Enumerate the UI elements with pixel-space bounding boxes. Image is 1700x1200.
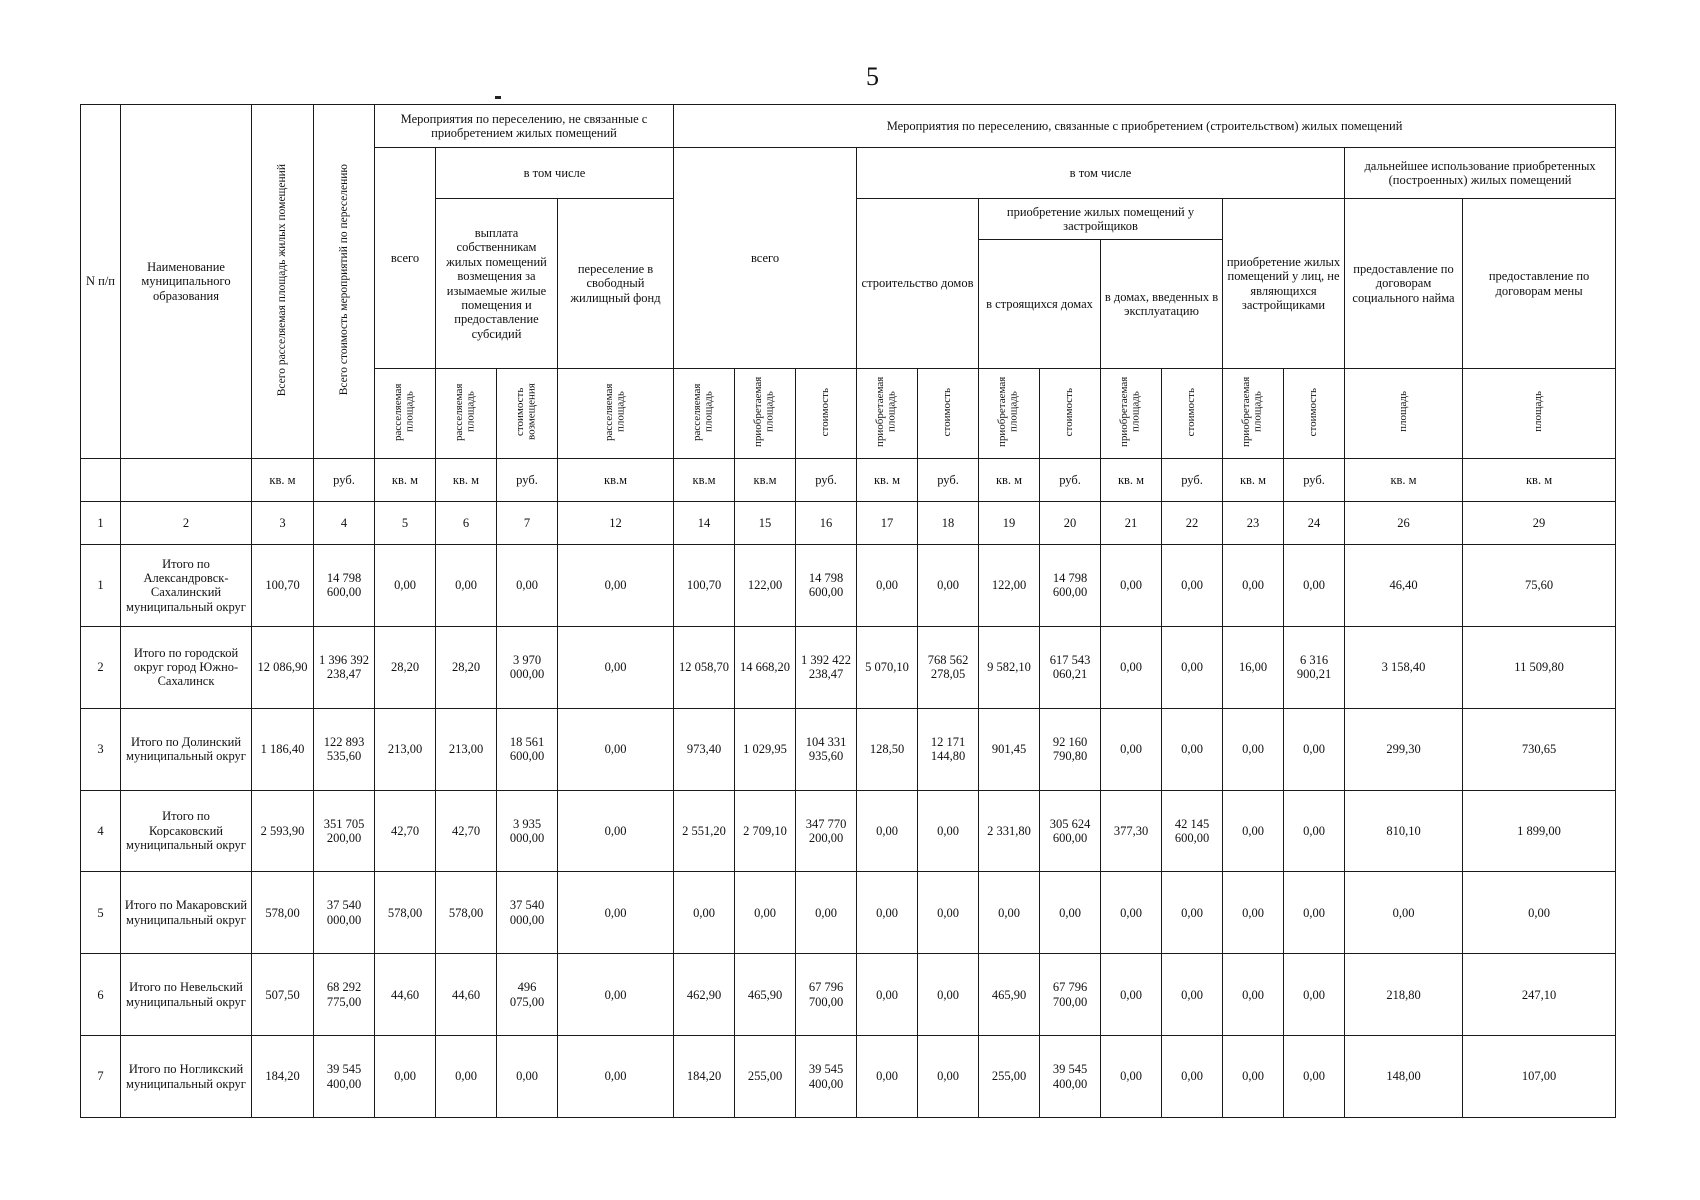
value-cell: 12 058,70 — [674, 626, 735, 708]
unit-cell: руб. — [918, 459, 979, 502]
value-cell: 0,00 — [1223, 954, 1284, 1036]
column-numbers-row — [81, 501, 1616, 544]
value-cell: 100,70 — [674, 544, 735, 626]
value-cell: 0,00 — [1284, 544, 1345, 626]
value-cell: 75,60 — [1463, 544, 1616, 626]
value-cell: 0,00 — [857, 544, 918, 626]
municipality-name: Итого по Долинский муниципальный округ — [121, 708, 252, 790]
column-number: 17 — [857, 501, 918, 544]
header-vsego-2: всего — [674, 147, 857, 368]
value-cell: 39 545 400,00 — [1040, 1036, 1101, 1118]
sub-c24 — [1284, 368, 1345, 458]
value-cell: 578,00 — [375, 872, 436, 954]
sub-c5 — [375, 368, 436, 458]
value-cell: 1 029,95 — [735, 708, 796, 790]
unit-cell: руб. — [1284, 459, 1345, 502]
value-cell: 0,00 — [1162, 872, 1223, 954]
table-row — [81, 708, 1616, 790]
value-cell: 901,45 — [979, 708, 1040, 790]
value-cell: 255,00 — [979, 1036, 1040, 1118]
units-row — [81, 459, 1616, 502]
value-cell: 810,10 — [1345, 790, 1463, 872]
value-cell: 0,00 — [796, 872, 857, 954]
column-number: 23 — [1223, 501, 1284, 544]
sub-c17-text: приобретаемая площадь — [874, 376, 899, 447]
unit-cell: руб. — [1040, 459, 1101, 502]
value-cell: 14 798 600,00 — [796, 544, 857, 626]
column-number: 5 — [375, 501, 436, 544]
table-row — [81, 1036, 1616, 1118]
column-number: 21 — [1101, 501, 1162, 544]
value-cell: 12 086,90 — [252, 626, 314, 708]
value-cell: 0,00 — [918, 1036, 979, 1118]
header-acquisition-group: Мероприятия по переселению, связанные с приобретением (строительством) жилых помещений — [674, 105, 1616, 148]
unit-cell: руб. — [497, 459, 558, 502]
value-cell: 39 545 400,00 — [796, 1036, 857, 1118]
value-cell: 0,00 — [918, 544, 979, 626]
header-total-cost — [314, 105, 375, 459]
sub-c12 — [558, 368, 674, 458]
value-cell: 68 292 775,00 — [314, 954, 375, 1036]
unit-cell: кв. м — [1345, 459, 1463, 502]
header-free-fund: переселение в свободный жилищный фонд — [558, 199, 674, 369]
sub-c15 — [735, 368, 796, 458]
sub-c14 — [674, 368, 735, 458]
sub-c7 — [497, 368, 558, 458]
value-cell: 122,00 — [979, 544, 1040, 626]
column-number: 1 — [81, 501, 121, 544]
value-cell: 0,00 — [1284, 1036, 1345, 1118]
sub-c19-text: приобретаемая площадь — [996, 376, 1021, 447]
value-cell: 0,00 — [1101, 1036, 1162, 1118]
municipality-name: Итого по городской округ город Южно-Сахалинск — [121, 626, 252, 708]
column-number: 16 — [796, 501, 857, 544]
value-cell: 3 935 000,00 — [497, 790, 558, 872]
header-from-developers: приобретение жилых помещений у застройщиков — [979, 199, 1223, 240]
value-cell: 0,00 — [1101, 872, 1162, 954]
sub-c23-text: приобретаемая площадь — [1240, 376, 1265, 447]
column-number: 6 — [436, 501, 497, 544]
value-cell: 0,00 — [1162, 544, 1223, 626]
value-cell: 0,00 — [436, 544, 497, 626]
column-number: 19 — [979, 501, 1040, 544]
unit-cell: кв. м — [857, 459, 918, 502]
value-cell: 122 893 535,60 — [314, 708, 375, 790]
row-number: 3 — [81, 708, 121, 790]
sub-c17 — [857, 368, 918, 458]
sub-c18-text: стоимость — [941, 387, 954, 436]
row-number: 6 — [81, 954, 121, 1036]
value-cell: 2 593,90 — [252, 790, 314, 872]
value-cell: 351 705 200,00 — [314, 790, 375, 872]
value-cell: 1 396 392 238,47 — [314, 626, 375, 708]
value-cell: 42,70 — [375, 790, 436, 872]
sub-c23 — [1223, 368, 1284, 458]
value-cell: 465,90 — [735, 954, 796, 1036]
header-total-area — [252, 105, 314, 459]
sub-c26-text: площадь — [1396, 391, 1409, 433]
value-cell: 0,00 — [918, 872, 979, 954]
value-cell: 0,00 — [558, 626, 674, 708]
value-cell: 39 545 400,00 — [314, 1036, 375, 1118]
unit-cell: кв. м — [1101, 459, 1162, 502]
table-row — [81, 790, 1616, 872]
sub-c12-text: расселяемая площадь — [602, 383, 627, 441]
value-cell: 6 316 900,21 — [1284, 626, 1345, 708]
sub-c16-text: стоимость — [819, 387, 832, 436]
sub-c6 — [436, 368, 497, 458]
value-cell: 2 709,10 — [735, 790, 796, 872]
value-cell: 0,00 — [1223, 708, 1284, 790]
value-cell: 0,00 — [857, 1036, 918, 1118]
value-cell: 299,30 — [1345, 708, 1463, 790]
value-cell: 1 392 422 238,47 — [796, 626, 857, 708]
unit-cell: руб. — [314, 459, 375, 502]
resettlement-table — [80, 104, 1616, 1118]
column-number: 3 — [252, 501, 314, 544]
sub-c6-text: расселяемая площадь — [453, 383, 477, 441]
sub-c7-text: стоимость возмещения — [514, 383, 538, 441]
value-cell: 107,00 — [1463, 1036, 1616, 1118]
value-cell: 42 145 600,00 — [1162, 790, 1223, 872]
value-cell: 730,65 — [1463, 708, 1616, 790]
sub-c19 — [979, 368, 1040, 458]
value-cell: 0,00 — [558, 790, 674, 872]
header-incl-1: в том числе — [436, 147, 674, 198]
value-cell: 1 899,00 — [1463, 790, 1616, 872]
value-cell: 16,00 — [1223, 626, 1284, 708]
value-cell: 14 798 600,00 — [314, 544, 375, 626]
header-non-developers: приобретение жилых помещений у лиц, не являющихся застройщиками — [1223, 199, 1345, 369]
row-number: 7 — [81, 1036, 121, 1118]
value-cell: 18 561 600,00 — [497, 708, 558, 790]
header-incl-2: в том числе — [857, 147, 1345, 198]
value-cell: 255,00 — [735, 1036, 796, 1118]
value-cell: 67 796 700,00 — [1040, 954, 1101, 1036]
sub-c20 — [1040, 368, 1101, 458]
value-cell: 0,00 — [918, 954, 979, 1036]
value-cell: 465,90 — [979, 954, 1040, 1036]
unit-cell: руб. — [1162, 459, 1223, 502]
value-cell: 0,00 — [918, 790, 979, 872]
unit-cell: кв.м — [558, 459, 674, 502]
sub-c18 — [918, 368, 979, 458]
value-cell: 0,00 — [1040, 872, 1101, 954]
value-cell: 213,00 — [375, 708, 436, 790]
column-number: 15 — [735, 501, 796, 544]
value-cell: 0,00 — [1284, 954, 1345, 1036]
units-blank — [121, 459, 252, 502]
table-row — [81, 954, 1616, 1036]
value-cell: 148,00 — [1345, 1036, 1463, 1118]
municipality-name: Итого по Ногликский муниципальный округ — [121, 1036, 252, 1118]
value-cell: 14 668,20 — [735, 626, 796, 708]
header-total-cost-text: Всего стоимость мероприятий по переселению — [337, 164, 350, 396]
value-cell: 305 624 600,00 — [1040, 790, 1101, 872]
sub-c21-text: приобретаемая площадь — [1118, 376, 1143, 447]
column-number: 24 — [1284, 501, 1345, 544]
value-cell: 11 509,80 — [1463, 626, 1616, 708]
value-cell: 0,00 — [1223, 872, 1284, 954]
value-cell: 128,50 — [857, 708, 918, 790]
value-cell: 46,40 — [1345, 544, 1463, 626]
sub-c22 — [1162, 368, 1223, 458]
value-cell: 184,20 — [674, 1036, 735, 1118]
unit-cell: руб. — [796, 459, 857, 502]
value-cell: 768 562 278,05 — [918, 626, 979, 708]
header-exchange: предоставление по договорам мены — [1463, 199, 1616, 369]
value-cell: 0,00 — [436, 1036, 497, 1118]
value-cell: 44,60 — [375, 954, 436, 1036]
value-cell: 0,00 — [558, 544, 674, 626]
page-number: 5 — [866, 62, 879, 91]
header-total-area-text: Всего расселяемая площадь жилых помещений — [276, 163, 289, 396]
table-row — [81, 544, 1616, 626]
value-cell: 0,00 — [375, 544, 436, 626]
value-cell: 0,00 — [1162, 708, 1223, 790]
value-cell: 0,00 — [1284, 872, 1345, 954]
sub-c20-text: стоимость — [1063, 387, 1076, 436]
row-number: 1 — [81, 544, 121, 626]
header-not-acquisition-group: Мероприятия по переселению, не связанные с приобретением жилых помещений — [375, 105, 674, 148]
value-cell: 0,00 — [497, 1036, 558, 1118]
value-cell: 0,00 — [1284, 708, 1345, 790]
sub-c21 — [1101, 368, 1162, 458]
value-cell: 0,00 — [1162, 954, 1223, 1036]
sub-c29-text: площадь — [1532, 391, 1545, 433]
unit-cell: кв. м — [1463, 459, 1616, 502]
value-cell: 42,70 — [436, 790, 497, 872]
value-cell: 28,20 — [436, 626, 497, 708]
column-number: 22 — [1162, 501, 1223, 544]
value-cell: 3 158,40 — [1345, 626, 1463, 708]
value-cell: 496 075,00 — [497, 954, 558, 1036]
column-number: 26 — [1345, 501, 1463, 544]
value-cell: 0,00 — [735, 872, 796, 954]
value-cell: 0,00 — [1162, 626, 1223, 708]
value-cell: 347 770 200,00 — [796, 790, 857, 872]
value-cell: 0,00 — [979, 872, 1040, 954]
value-cell: 213,00 — [436, 708, 497, 790]
municipality-name: Итого по Александровск-Сахалинский муниципальный округ — [121, 544, 252, 626]
value-cell: 0,00 — [1162, 1036, 1223, 1118]
value-cell: 247,10 — [1463, 954, 1616, 1036]
value-cell: 2 551,20 — [674, 790, 735, 872]
value-cell: 28,20 — [375, 626, 436, 708]
header-n-pp: N п/п — [81, 105, 121, 459]
value-cell: 9 582,10 — [979, 626, 1040, 708]
value-cell: 0,00 — [1345, 872, 1463, 954]
value-cell: 0,00 — [1101, 626, 1162, 708]
value-cell: 0,00 — [375, 1036, 436, 1118]
row-number: 4 — [81, 790, 121, 872]
value-cell: 2 331,80 — [979, 790, 1040, 872]
header-social: предоставление по договорам социального найма — [1345, 199, 1463, 369]
value-cell: 0,00 — [558, 954, 674, 1036]
value-cell: 0,00 — [558, 708, 674, 790]
sub-c16 — [796, 368, 857, 458]
units-blank — [81, 459, 121, 502]
sub-c24-text: стоимость — [1307, 387, 1320, 436]
header-under-construction: в строящихся домах — [979, 240, 1101, 369]
table-row — [81, 872, 1616, 954]
unit-cell: кв. м — [979, 459, 1040, 502]
municipality-name: Итого по Невельский муниципальный округ — [121, 954, 252, 1036]
value-cell: 0,00 — [1101, 544, 1162, 626]
sub-c29 — [1463, 368, 1616, 458]
value-cell: 14 798 600,00 — [1040, 544, 1101, 626]
value-cell: 37 540 000,00 — [497, 872, 558, 954]
header-further-use: дальнейшее использование приобретенных (построенных) жилых помещений — [1345, 147, 1616, 198]
column-number: 4 — [314, 501, 375, 544]
value-cell: 92 160 790,80 — [1040, 708, 1101, 790]
unit-cell: кв. м — [1223, 459, 1284, 502]
value-cell: 184,20 — [252, 1036, 314, 1118]
value-cell: 218,80 — [1345, 954, 1463, 1036]
value-cell: 507,50 — [252, 954, 314, 1036]
unit-cell: кв.м — [735, 459, 796, 502]
column-number: 14 — [674, 501, 735, 544]
value-cell: 0,00 — [1223, 1036, 1284, 1118]
header-commissioned: в домах, введенных в эксплуатацию — [1101, 240, 1223, 369]
unit-cell: кв. м — [252, 459, 314, 502]
value-cell: 462,90 — [674, 954, 735, 1036]
header-construction: строительство домов — [857, 199, 979, 369]
header-vsego-1: всего — [375, 147, 436, 368]
value-cell: 5 070,10 — [857, 626, 918, 708]
column-number: 12 — [558, 501, 674, 544]
value-cell: 0,00 — [558, 872, 674, 954]
sub-c15-text: приобретаемая площадь — [752, 376, 777, 447]
value-cell: 617 543 060,21 — [1040, 626, 1101, 708]
value-cell: 1 186,40 — [252, 708, 314, 790]
value-cell: 578,00 — [252, 872, 314, 954]
column-number: 18 — [918, 501, 979, 544]
value-cell: 122,00 — [735, 544, 796, 626]
value-cell: 578,00 — [436, 872, 497, 954]
unit-cell: кв. м — [436, 459, 497, 502]
value-cell: 0,00 — [1101, 954, 1162, 1036]
value-cell: 0,00 — [857, 954, 918, 1036]
value-cell: 0,00 — [1223, 544, 1284, 626]
value-cell: 0,00 — [497, 544, 558, 626]
value-cell: 0,00 — [558, 1036, 674, 1118]
header-name: Наименование муниципального образования — [121, 105, 252, 459]
value-cell: 0,00 — [1101, 708, 1162, 790]
municipality-name: Итого по Корсаковский муниципальный округ — [121, 790, 252, 872]
value-cell: 0,00 — [674, 872, 735, 954]
value-cell: 100,70 — [252, 544, 314, 626]
column-number: 20 — [1040, 501, 1101, 544]
value-cell: 0,00 — [857, 872, 918, 954]
unit-cell: кв. м — [375, 459, 436, 502]
value-cell: 377,30 — [1101, 790, 1162, 872]
row-number: 2 — [81, 626, 121, 708]
value-cell: 67 796 700,00 — [796, 954, 857, 1036]
value-cell: 0,00 — [857, 790, 918, 872]
value-cell: 104 331 935,60 — [796, 708, 857, 790]
value-cell: 12 171 144,80 — [918, 708, 979, 790]
column-number: 7 — [497, 501, 558, 544]
value-cell: 0,00 — [1463, 872, 1616, 954]
sub-c22-text: стоимость — [1185, 387, 1198, 436]
value-cell: 0,00 — [1223, 790, 1284, 872]
sub-c14-text: расселяемая площадь — [691, 383, 716, 441]
sub-c5-text: расселяемая площадь — [392, 383, 416, 441]
scan-mark — [495, 96, 501, 99]
column-number: 2 — [121, 501, 252, 544]
column-number: 29 — [1463, 501, 1616, 544]
value-cell: 0,00 — [1284, 790, 1345, 872]
municipality-name: Итого по Макаровский муниципальный округ — [121, 872, 252, 954]
unit-cell: кв.м — [674, 459, 735, 502]
sub-c26 — [1345, 368, 1463, 458]
value-cell: 3 970 000,00 — [497, 626, 558, 708]
value-cell: 37 540 000,00 — [314, 872, 375, 954]
row-number: 5 — [81, 872, 121, 954]
table-row — [81, 626, 1616, 708]
header-payment: выплата собственникам жилых помещений возмещения за изымаемые жилые помещения и предоставление субсидий — [436, 199, 558, 369]
value-cell: 973,40 — [674, 708, 735, 790]
value-cell: 44,60 — [436, 954, 497, 1036]
